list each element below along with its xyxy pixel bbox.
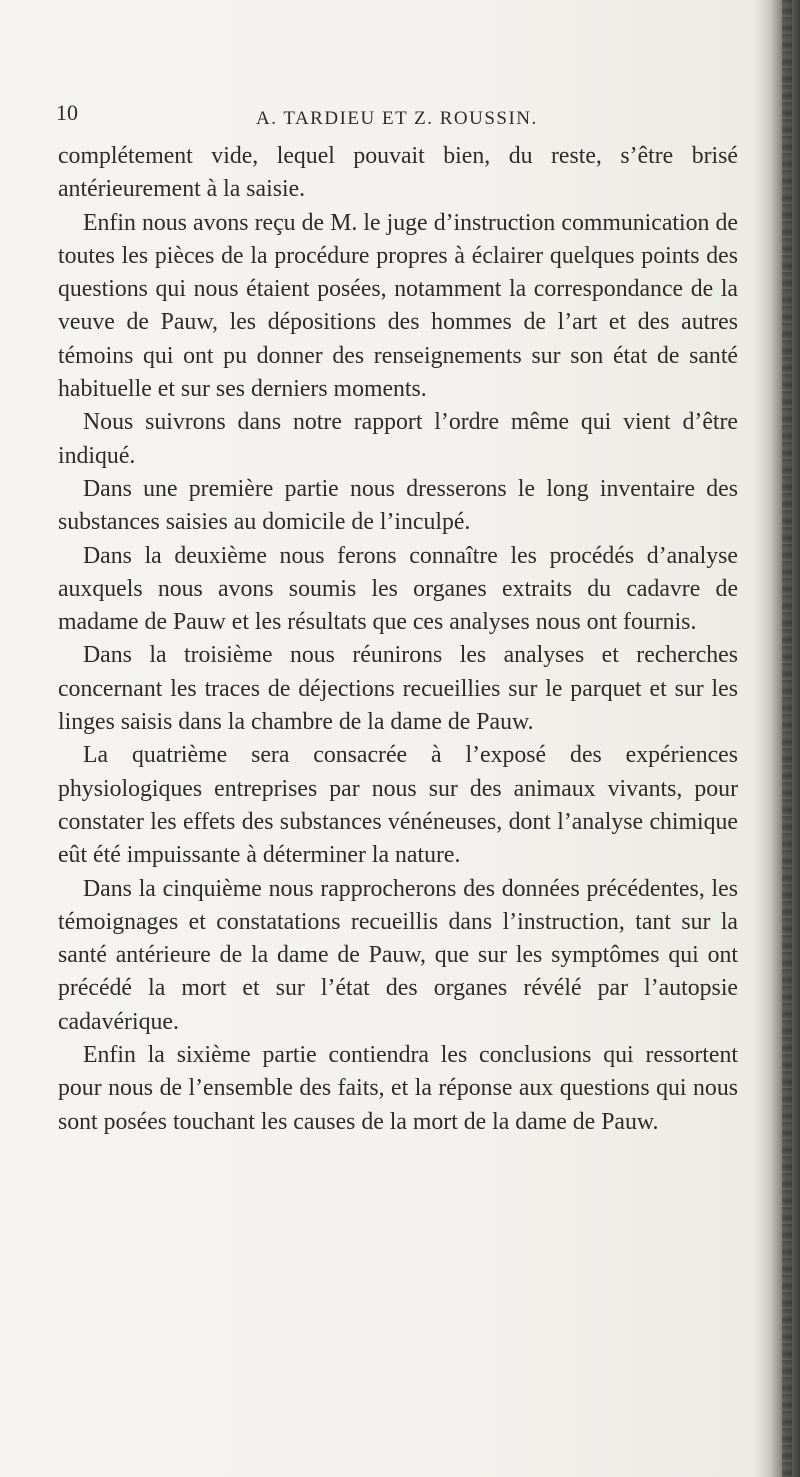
running-head <box>56 100 746 138</box>
paragraph: Dans la troisième nous réunirons les analyses et recherches concernant les traces de déjections recueillies sur le parquet et sur les linges saisis dans la chambre de la dame de Pauw. <box>58 642 738 736</box>
running-title: A. TARDIEU ET Z. ROUSSIN. <box>256 108 538 129</box>
page-number: 10 <box>56 100 78 125</box>
paragraph-continuation: complétement vide, lequel pouvait bien, du reste, s’être brisé antérieurement à la saisie. <box>58 143 738 203</box>
book-binding-edge <box>754 0 800 1477</box>
paragraph: Dans une première partie nous dresserons le long inventaire des substances saisies au domicile de l’inculpé. <box>58 475 738 536</box>
body-text <box>58 140 738 1139</box>
paragraph: Enfin la sixième partie contiendra les conclusions qui ressortent pour nous de l’ensemble des faits, et la réponse aux questions qui nous sont posées touchant les causes de la mort de la dame de Pauw. <box>58 1042 738 1135</box>
binding-shadow <box>782 0 792 1477</box>
paragraph: Nous suivrons dans notre rapport l’ordre même qui vient d’être indiqué. <box>58 409 738 469</box>
paragraph: La quatrième sera consacrée à l’exposé des expériences physiologiques entreprises par nous sur des animaux vivants, pour constater les effets des substances vénéneuses, dont l’analyse chimique eût été impuissante à déterminer la nature. <box>58 742 738 869</box>
paragraph: Dans la deuxième nous ferons connaître les procédés d’analyse auxquels nous avons soumis les organes extraits du cadavre de madame de Pauw et les résultats que ces analyses nous ont fournis. <box>58 542 738 636</box>
paragraph: Dans la cinquième nous rapprocherons des données précédentes, les témoignages et constatations recueillis dans l’instruction, tant sur la santé antérieure de la dame de Pauw, que sur les symptômes qui ont précédé la mort et sur l’état des organes révélé par l’autopsie cadavérique. <box>58 875 738 1035</box>
paragraph: Enfin nous avons reçu de M. le juge d’instruction communication de toutes les pièces de la procédure propres à éclairer quelques points des questions qui nous étaient posées, notamment la correspondance de la veuve de Pauw, les dépositions des hommes de l’art et des autres témoins qui ont pu donner des renseignements sur son état de santé habituelle et sur ses derniers moments. <box>58 209 738 403</box>
